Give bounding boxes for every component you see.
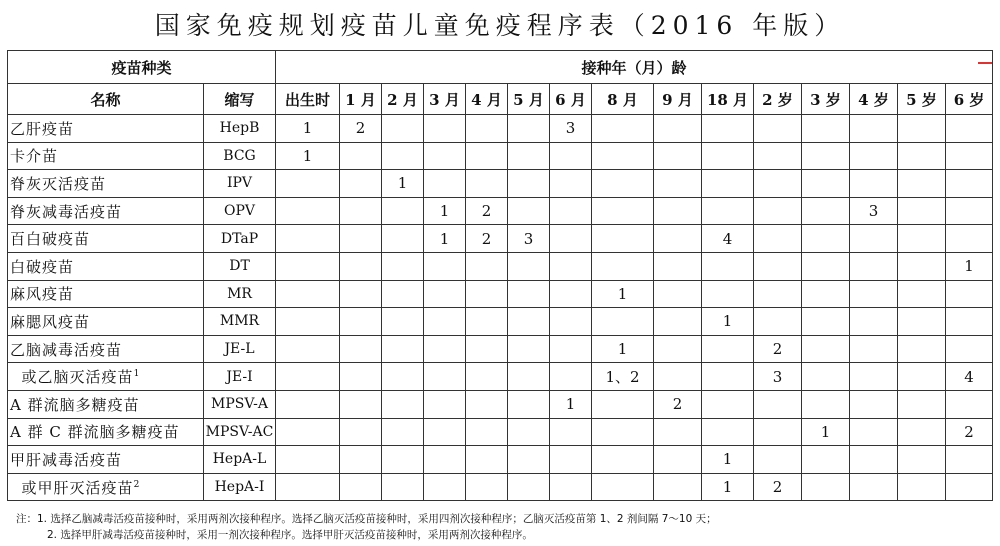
indent (10, 479, 22, 497)
dose-cell (466, 363, 508, 391)
footnote-marker: 2 (133, 479, 141, 490)
header-schedule-group: 接种年（月）龄 (276, 51, 993, 84)
dose-cell (466, 473, 508, 501)
dose-cell (850, 418, 898, 446)
dose-cell (802, 170, 850, 198)
vaccine-name-text: 甲肝减毒活疫苗 (10, 450, 123, 469)
dose-cell (466, 252, 508, 280)
vaccine-abbr: JE-L (204, 335, 276, 363)
dose-cell (508, 170, 550, 198)
vaccine-abbr: MPSV-AC (204, 418, 276, 446)
vaccine-row (8, 280, 993, 308)
dose-cell (508, 142, 550, 170)
dose-cell (754, 390, 802, 418)
age-header: 3 月 (424, 84, 466, 115)
vaccine-name-text: A 群流脑多糖疫苗 (10, 395, 140, 414)
dose-cell (754, 280, 802, 308)
vaccine-abbr: HepA-I (204, 473, 276, 501)
dose-cell: 1 (592, 335, 654, 363)
vaccine-row (8, 115, 993, 143)
dose-cell (946, 446, 993, 474)
dose-cell (424, 170, 466, 198)
dose-cell: 1 (802, 418, 850, 446)
dose-cell: 4 (946, 363, 993, 391)
dose-cell (802, 390, 850, 418)
dose-cell (340, 308, 382, 336)
dose-cell (802, 363, 850, 391)
dose-cell (592, 252, 654, 280)
dose-cell (702, 280, 754, 308)
dose-cell (466, 308, 508, 336)
dose-cell (754, 308, 802, 336)
dose-cell (466, 335, 508, 363)
dose-cell (508, 308, 550, 336)
dose-cell (592, 390, 654, 418)
dose-cell (898, 390, 946, 418)
vaccine-name-text: 麻腮风疫苗 (10, 312, 91, 331)
dose-cell (424, 115, 466, 143)
dose-cell (340, 170, 382, 198)
dose-cell (424, 335, 466, 363)
vaccine-name (8, 197, 204, 225)
age-header: 4 岁 (850, 84, 898, 115)
dose-cell (850, 252, 898, 280)
vaccine-name (8, 280, 204, 308)
vaccine-row (8, 197, 993, 225)
vaccine-name-text: 或乙脑灭活疫苗 (21, 368, 134, 387)
dose-cell (702, 363, 754, 391)
dose-cell (550, 335, 592, 363)
dose-cell (276, 335, 340, 363)
dose-cell (754, 252, 802, 280)
dose-cell (508, 115, 550, 143)
dose-cell: 3 (550, 115, 592, 143)
dose-cell (466, 446, 508, 474)
age-header: 6 岁 (946, 84, 993, 115)
dose-cell (550, 363, 592, 391)
dose-cell: 1 (702, 473, 754, 501)
dose-cell (276, 308, 340, 336)
dose-cell (276, 363, 340, 391)
vaccine-row (8, 473, 993, 501)
dose-cell (654, 363, 702, 391)
dose-cell (898, 280, 946, 308)
dose-cell (592, 418, 654, 446)
dose-cell (592, 142, 654, 170)
vaccine-name-text: 卡介苗 (10, 147, 59, 166)
dose-cell: 1 (424, 197, 466, 225)
dose-cell (382, 418, 424, 446)
dose-cell (702, 335, 754, 363)
dose-cell (340, 473, 382, 501)
dose-cell (424, 363, 466, 391)
dose-cell (382, 308, 424, 336)
vaccine-name-text: 脊灰减毒活疫苗 (10, 202, 123, 221)
dose-cell (898, 308, 946, 336)
age-header: 6 月 (550, 84, 592, 115)
dose-cell (340, 197, 382, 225)
dose-cell (466, 280, 508, 308)
age-header: 1 月 (340, 84, 382, 115)
vaccine-name-text: 百白破疫苗 (10, 230, 91, 249)
page-title: 国家免疫规划疫苗儿童免疫程序表（2016 年版） (154, 11, 846, 40)
vaccine-row (8, 225, 993, 253)
dose-cell (508, 252, 550, 280)
dose-cell (276, 418, 340, 446)
dose-cell (802, 446, 850, 474)
dose-cell (754, 446, 802, 474)
dose-cell (592, 308, 654, 336)
dose-cell (424, 142, 466, 170)
dose-cell (654, 252, 702, 280)
dose-cell (276, 225, 340, 253)
dose-cell (946, 115, 993, 143)
dose-cell: 1 (276, 142, 340, 170)
header-name: 名称 (8, 84, 204, 115)
dose-cell (898, 363, 946, 391)
dose-cell: 2 (754, 473, 802, 501)
vaccine-name (8, 252, 204, 280)
dose-cell (754, 115, 802, 143)
dose-cell (802, 142, 850, 170)
dose-cell (340, 335, 382, 363)
dose-cell: 4 (702, 225, 754, 253)
dose-cell (850, 280, 898, 308)
vaccine-abbr: OPV (204, 197, 276, 225)
dose-cell (754, 170, 802, 198)
age-header: 4 月 (466, 84, 508, 115)
dose-cell (946, 473, 993, 501)
dose-cell (946, 280, 993, 308)
dose-cell (424, 418, 466, 446)
dose-cell (946, 225, 993, 253)
dose-cell (654, 225, 702, 253)
footnote-marker: 1 (133, 369, 141, 380)
vaccine-name (8, 335, 204, 363)
dose-cell (276, 170, 340, 198)
dose-cell (850, 142, 898, 170)
dose-cell (550, 170, 592, 198)
age-header: 9 月 (654, 84, 702, 115)
dose-cell: 3 (508, 225, 550, 253)
dose-cell (802, 115, 850, 143)
dose-cell (382, 280, 424, 308)
age-header: 8 月 (592, 84, 654, 115)
vaccine-name (8, 142, 204, 170)
vaccine-name-text: 麻风疫苗 (10, 285, 75, 304)
dose-cell (802, 252, 850, 280)
dose-cell (898, 418, 946, 446)
dose-cell (550, 308, 592, 336)
vaccine-abbr: DTaP (204, 225, 276, 253)
vaccine-name-text: 白破疫苗 (10, 257, 75, 276)
dose-cell (592, 225, 654, 253)
dose-cell (850, 446, 898, 474)
footnote-1: 注：1. 选择乙脑减毒活疫苗接种时，采用两剂次接种程序。选择乙脑灭活疫苗接种时，采用四剂次接种程序；乙脑灭活疫苗第 1、2 剂间隔 7～10 天； (16, 513, 717, 525)
dose-cell (340, 363, 382, 391)
vaccine-name-text: 乙脑减毒活疫苗 (10, 340, 123, 359)
dose-cell (654, 170, 702, 198)
vaccine-name (8, 363, 204, 391)
dose-cell (550, 142, 592, 170)
header-vaccine-group: 疫苗种类 (8, 51, 276, 84)
dose-cell (424, 280, 466, 308)
dose-cell: 1 (382, 170, 424, 198)
dose-cell (466, 142, 508, 170)
dose-cell (382, 197, 424, 225)
dose-cell: 2 (466, 225, 508, 253)
dose-cell (340, 418, 382, 446)
dose-cell (508, 418, 550, 446)
age-header: 3 岁 (802, 84, 850, 115)
dose-cell (702, 170, 754, 198)
dose-cell (550, 446, 592, 474)
vaccine-abbr: BCG (204, 142, 276, 170)
vaccine-abbr: MMR (204, 308, 276, 336)
vaccine-row (8, 390, 993, 418)
vaccine-row (8, 252, 993, 280)
dose-cell (702, 390, 754, 418)
dose-cell (466, 115, 508, 143)
dose-cell: 1 (702, 446, 754, 474)
dose-cell (802, 308, 850, 336)
dose-cell (466, 390, 508, 418)
vaccine-row (8, 446, 993, 474)
dose-cell (424, 390, 466, 418)
dose-cell: 3 (850, 197, 898, 225)
dose-cell: 1 (550, 390, 592, 418)
dose-cell (508, 446, 550, 474)
age-header: 5 月 (508, 84, 550, 115)
dose-cell (424, 446, 466, 474)
indent (10, 368, 22, 386)
vaccine-name (8, 225, 204, 253)
dose-cell: 2 (754, 335, 802, 363)
dose-cell (654, 418, 702, 446)
dose-cell (898, 335, 946, 363)
dose-cell (276, 473, 340, 501)
dose-cell (592, 197, 654, 225)
dose-cell (802, 335, 850, 363)
dose-cell (382, 335, 424, 363)
vaccine-name (8, 446, 204, 474)
dose-cell (850, 115, 898, 143)
age-header: 5 岁 (898, 84, 946, 115)
immunization-schedule-table (7, 50, 993, 501)
dose-cell (702, 142, 754, 170)
dose-cell (850, 170, 898, 198)
dose-cell (592, 170, 654, 198)
vaccine-name (8, 170, 204, 198)
dose-cell (898, 225, 946, 253)
dose-cell (898, 142, 946, 170)
dose-cell (276, 390, 340, 418)
vaccine-name (8, 115, 204, 143)
dose-cell (382, 252, 424, 280)
dose-cell (340, 142, 382, 170)
dose-cell (382, 142, 424, 170)
vaccine-name (8, 308, 204, 336)
dose-cell: 2 (466, 197, 508, 225)
vaccine-abbr: HepA-L (204, 446, 276, 474)
dose-cell (550, 473, 592, 501)
dose-cell: 1 (424, 225, 466, 253)
dose-cell (654, 335, 702, 363)
vaccine-row (8, 335, 993, 363)
dose-cell (898, 252, 946, 280)
vaccine-name (8, 418, 204, 446)
dose-cell (754, 418, 802, 446)
dose-cell (850, 363, 898, 391)
dose-cell (592, 115, 654, 143)
dose-cell (550, 252, 592, 280)
vaccine-abbr: MR (204, 280, 276, 308)
dose-cell (508, 473, 550, 501)
dose-cell (654, 142, 702, 170)
dose-cell (702, 197, 754, 225)
dose-cell (654, 197, 702, 225)
dose-cell (340, 280, 382, 308)
dose-cell (898, 115, 946, 143)
dose-cell (946, 142, 993, 170)
vaccine-row (8, 308, 993, 336)
dose-cell: 1、2 (592, 363, 654, 391)
dose-cell (898, 446, 946, 474)
dose-cell (850, 225, 898, 253)
dose-cell (802, 280, 850, 308)
vaccine-row (8, 363, 993, 391)
dose-cell: 1 (276, 115, 340, 143)
dose-cell: 2 (340, 115, 382, 143)
dose-cell (508, 363, 550, 391)
dose-cell (850, 335, 898, 363)
dose-cell (508, 390, 550, 418)
dose-cell (340, 225, 382, 253)
vaccine-row (8, 418, 993, 446)
dose-cell (382, 115, 424, 143)
dose-cell (382, 390, 424, 418)
dose-cell (382, 363, 424, 391)
dose-cell (754, 197, 802, 225)
dose-cell (946, 308, 993, 336)
dose-cell (898, 473, 946, 501)
dose-cell (424, 473, 466, 501)
dose-cell (702, 115, 754, 143)
dose-cell (702, 418, 754, 446)
vaccine-row (8, 142, 993, 170)
dose-cell (466, 418, 508, 446)
dose-cell (340, 252, 382, 280)
age-header: 2 月 (382, 84, 424, 115)
dose-cell (550, 418, 592, 446)
dose-cell (382, 225, 424, 253)
footnote-2: 2. 选择甲肝减毒活疫苗接种时，采用一剂次接种程序。选择甲肝灭活疫苗接种时，采用两剂次接种程序。 (47, 529, 533, 541)
dose-cell (592, 473, 654, 501)
age-header: 出生时 (276, 84, 340, 115)
dose-cell (654, 446, 702, 474)
vaccine-abbr: HepB (204, 115, 276, 143)
vaccine-name (8, 473, 204, 501)
dose-cell (382, 446, 424, 474)
vaccine-abbr: DT (204, 252, 276, 280)
dose-cell (654, 473, 702, 501)
dose-cell: 3 (754, 363, 802, 391)
vaccine-name-text: 或甲肝灭活疫苗 (21, 478, 134, 497)
age-header: 2 岁 (754, 84, 802, 115)
dose-cell: 2 (946, 418, 993, 446)
vaccine-row (8, 170, 993, 198)
dose-cell (276, 446, 340, 474)
dose-cell: 1 (946, 252, 993, 280)
dose-cell (466, 170, 508, 198)
footnotes (16, 511, 717, 543)
dose-cell (654, 115, 702, 143)
vaccine-abbr: IPV (204, 170, 276, 198)
dose-cell (850, 390, 898, 418)
dose-cell (654, 308, 702, 336)
vaccine-name-text: A 群 C 群流脑多糖疫苗 (10, 423, 180, 442)
dose-cell (654, 280, 702, 308)
dose-cell (946, 390, 993, 418)
dose-cell: 1 (592, 280, 654, 308)
dose-cell (702, 252, 754, 280)
dose-cell (946, 170, 993, 198)
dose-cell (754, 225, 802, 253)
dose-cell (898, 170, 946, 198)
dose-cell (592, 446, 654, 474)
dose-cell (508, 280, 550, 308)
dose-cell (508, 335, 550, 363)
dose-cell (802, 197, 850, 225)
dose-cell (424, 252, 466, 280)
dose-cell (550, 280, 592, 308)
dose-cell (850, 473, 898, 501)
dose-cell (276, 280, 340, 308)
dose-cell (276, 197, 340, 225)
age-header: 18 月 (702, 84, 754, 115)
dose-cell (340, 446, 382, 474)
dose-cell (802, 473, 850, 501)
vaccine-abbr: MPSV-A (204, 390, 276, 418)
dose-cell (550, 225, 592, 253)
dose-cell: 1 (702, 308, 754, 336)
dose-cell (382, 473, 424, 501)
dose-cell (550, 197, 592, 225)
dose-cell (508, 197, 550, 225)
dose-cell (340, 390, 382, 418)
dose-cell (850, 308, 898, 336)
dose-cell (802, 225, 850, 253)
header-abbr: 缩写 (204, 84, 276, 115)
vaccine-name (8, 390, 204, 418)
dose-cell (946, 197, 993, 225)
dose-cell (946, 335, 993, 363)
dose-cell (276, 252, 340, 280)
dose-cell (898, 197, 946, 225)
dose-cell (424, 308, 466, 336)
dose-cell: 2 (654, 390, 702, 418)
vaccine-name-text: 乙肝疫苗 (10, 119, 75, 138)
vaccine-abbr: JE-I (204, 363, 276, 391)
dose-cell (754, 142, 802, 170)
vaccine-name-text: 脊灰灭活疫苗 (10, 174, 107, 193)
